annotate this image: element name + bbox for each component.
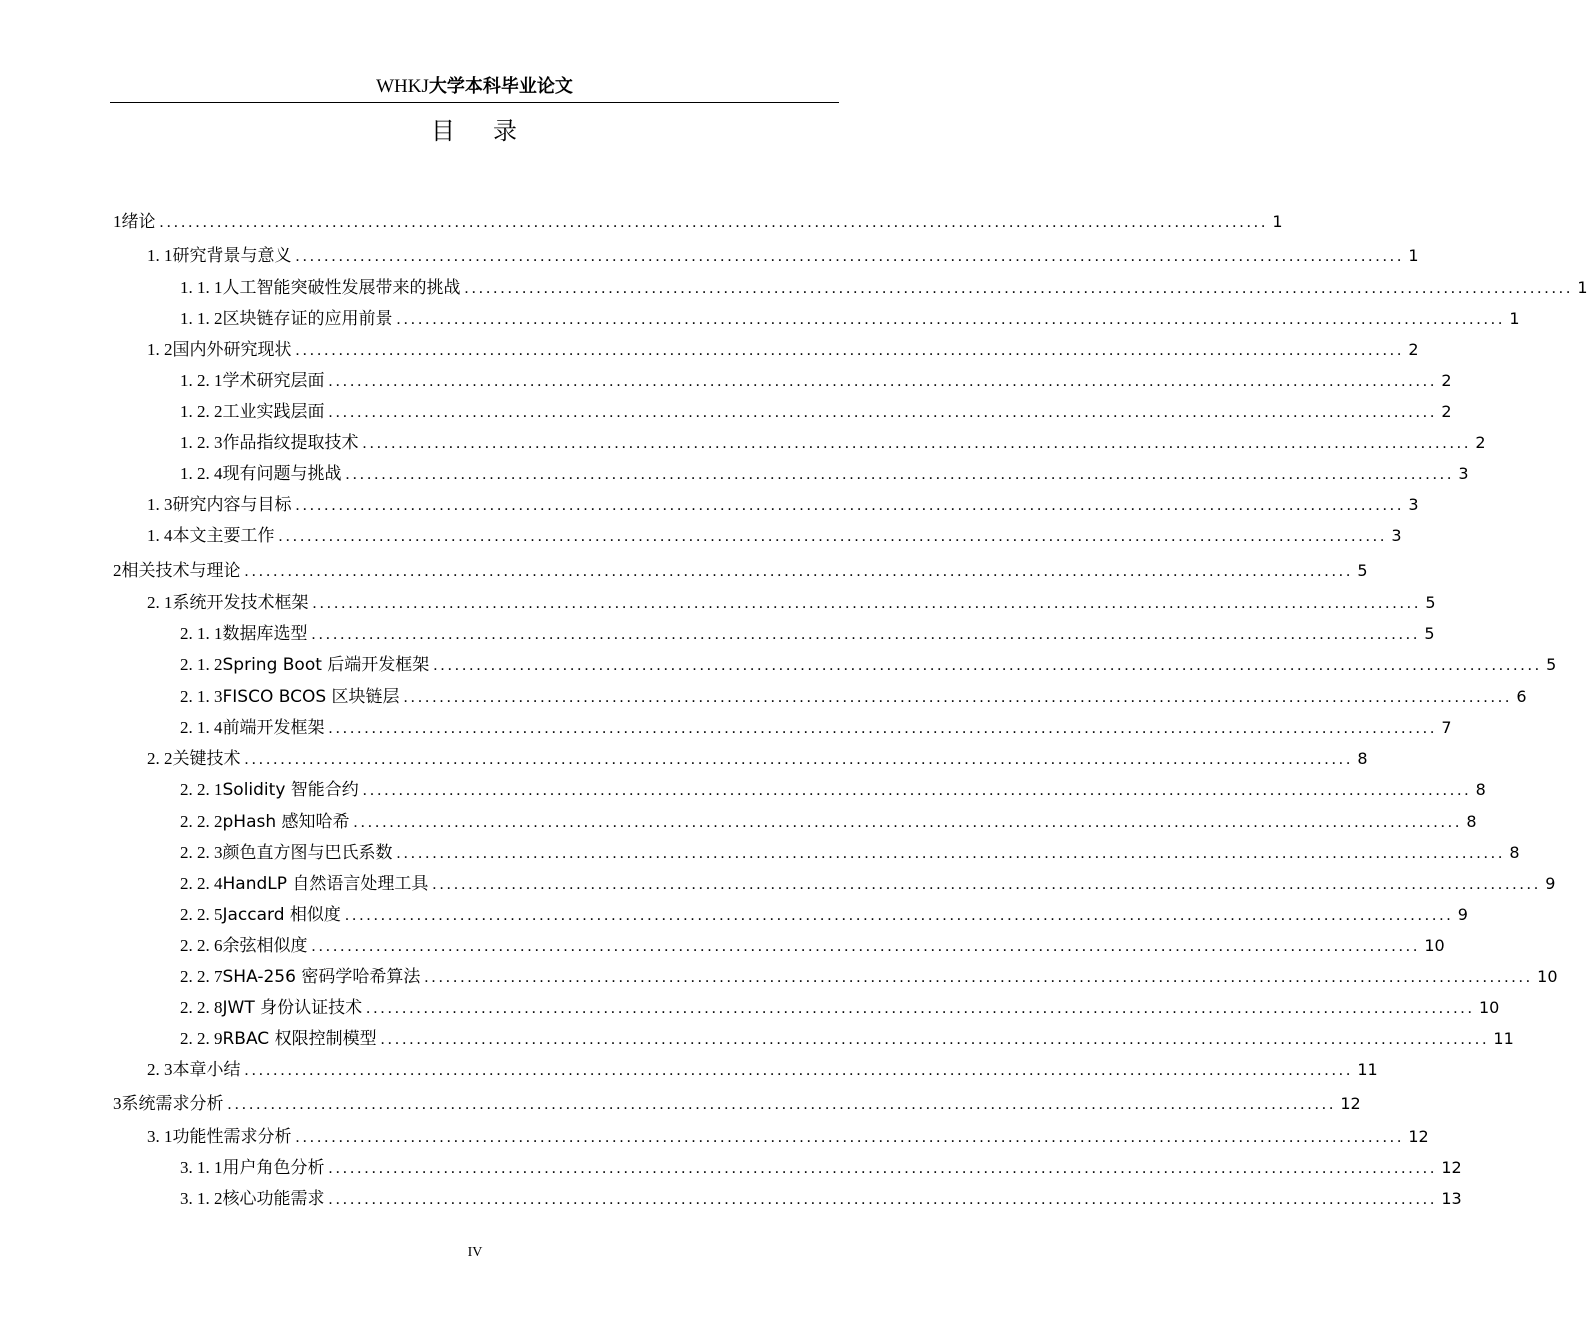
toc-entry-number: 2. 2. 9 bbox=[180, 1029, 223, 1048]
toc-entry[interactable] bbox=[180, 276, 1588, 300]
toc-leader-dots: .......................................................................................................................................................... bbox=[424, 969, 1534, 986]
toc-entry-title: 余弦相似度 bbox=[222, 936, 308, 956]
toc-entry-page: 11 bbox=[1493, 1029, 1514, 1048]
toc-entry-page: 10 bbox=[1478, 998, 1500, 1017]
toc-entry-page: 2 bbox=[1408, 340, 1419, 359]
toc-entry-title: 工业实践层面 bbox=[222, 402, 325, 422]
toc-entry-number: 2. 2. 8 bbox=[180, 998, 223, 1017]
toc-entry-title: 系统需求分析 bbox=[121, 1094, 224, 1114]
toc-entry-number: 2. 2 bbox=[147, 749, 173, 768]
toc-entry[interactable] bbox=[180, 810, 1477, 834]
header-latin: WHKJ bbox=[376, 76, 429, 97]
toc-leader-dots: .......................................................................................................................................................... bbox=[328, 1191, 1438, 1208]
toc-leader-dots: .......................................................................................................................................................... bbox=[227, 1096, 1337, 1113]
toc-leader-dots: .......................................................................................................................................................... bbox=[362, 435, 1472, 452]
toc-entry[interactable] bbox=[180, 369, 1452, 393]
toc-entry-title: 核心功能需求 bbox=[222, 1189, 325, 1209]
toc-entry-number: 1. 2. 2 bbox=[180, 402, 223, 421]
toc-leader-dots: .......................................................................................................................................................... bbox=[244, 563, 1354, 580]
toc-entry-page: 9 bbox=[1545, 874, 1556, 893]
toc-entry[interactable] bbox=[180, 1187, 1462, 1211]
toc-entry-title: 数据库选型 bbox=[222, 624, 308, 644]
toc-entry-number: 3 bbox=[113, 1094, 122, 1113]
toc-entry-number: 1. 1. 1 bbox=[180, 278, 223, 297]
toc-entry-title: 颜色直方图与巴氏系数 bbox=[222, 843, 393, 863]
toc-leader-dots: .......................................................................................................................................................... bbox=[433, 657, 1543, 674]
toc-leader-dots: .......................................................................................................................................................... bbox=[380, 1031, 1490, 1048]
toc-title-char-2: 录 bbox=[493, 117, 519, 145]
toc-leader-dots: .......................................................................................................................................................... bbox=[278, 528, 1388, 545]
toc-entry-number: 2. 2. 6 bbox=[180, 936, 223, 955]
toc-entry[interactable] bbox=[180, 1156, 1462, 1180]
header-cjk: 大学本科毕业论文 bbox=[428, 76, 573, 97]
toc-entry-number: 1. 2. 4 bbox=[180, 464, 223, 483]
toc-entry-title: 本文主要工作 bbox=[172, 526, 275, 546]
toc-entry-title: FISCO BCOS 区块链层 bbox=[222, 687, 400, 707]
toc-entry-title: Spring Boot 后端开发框架 bbox=[222, 655, 430, 675]
toc-entry-title: 关键技术 bbox=[172, 749, 241, 769]
toc-entry-title: Jaccard 相似度 bbox=[222, 905, 341, 925]
toc-entry-number: 1. 2 bbox=[147, 340, 173, 359]
toc-leader-dots: .......................................................................................................................................................... bbox=[362, 782, 1472, 799]
toc-entry-page: 5 bbox=[1425, 593, 1436, 612]
toc-entry[interactable] bbox=[113, 210, 1283, 234]
toc-entry-page: 3 bbox=[1458, 464, 1469, 483]
toc-entry-page: 1 bbox=[1577, 278, 1588, 297]
toc-entry-title: 系统开发技术框架 bbox=[172, 593, 309, 613]
toc-entry[interactable] bbox=[180, 934, 1445, 958]
toc-entry-number: 1. 1. 2 bbox=[180, 309, 223, 328]
toc-entry[interactable] bbox=[113, 1092, 1361, 1116]
toc-entry[interactable] bbox=[147, 1058, 1378, 1082]
toc-leader-dots: .......................................................................................................................................................... bbox=[295, 497, 1405, 514]
toc-leader-dots: .......................................................................................................................................................... bbox=[328, 720, 1438, 737]
toc-entry[interactable] bbox=[180, 872, 1556, 896]
toc-leader-dots: .......................................................................................................................................................... bbox=[432, 876, 1542, 893]
toc-entry-title: 区块链存证的应用前景 bbox=[222, 309, 393, 329]
toc-leader-dots: .......................................................................................................................................................... bbox=[344, 907, 1454, 924]
toc-entry-number: 2 bbox=[113, 561, 122, 580]
toc-entry-number: 2. 1 bbox=[147, 593, 173, 612]
page-number: IV bbox=[467, 1245, 483, 1260]
toc-leader-dots: .......................................................................................................................................................... bbox=[353, 814, 1463, 831]
toc-leader-dots: .......................................................................................................................................................... bbox=[464, 280, 1574, 297]
toc-entry[interactable] bbox=[180, 462, 1469, 486]
toc-leader-dots: .......................................................................................................................................................... bbox=[328, 373, 1438, 390]
toc-leader-dots: .......................................................................................................................................................... bbox=[311, 626, 1421, 643]
toc-entry-number: 1. 4 bbox=[147, 526, 173, 545]
toc-leader-dots: .......................................................................................................................................................... bbox=[396, 311, 1506, 328]
toc-entry[interactable] bbox=[147, 244, 1419, 268]
toc-entry-title: 作品指纹提取技术 bbox=[222, 433, 359, 453]
toc-entry-page: 10 bbox=[1537, 967, 1558, 986]
toc-entry-title: 国内外研究现状 bbox=[172, 340, 292, 360]
toc-entry-page: 9 bbox=[1457, 905, 1468, 924]
toc-entry-title: Solidity 智能合约 bbox=[222, 780, 359, 800]
toc-entry-title: 本章小结 bbox=[172, 1060, 241, 1080]
toc-entry[interactable] bbox=[180, 400, 1452, 424]
toc-entry-page: 5 bbox=[1424, 624, 1435, 643]
toc-entry-page: 3 bbox=[1408, 495, 1419, 514]
toc-entry-page: 8 bbox=[1475, 780, 1486, 799]
toc-entry-title: 相关技术与理论 bbox=[121, 561, 241, 581]
toc-entry-page: 1 bbox=[1509, 309, 1520, 328]
toc-entry-number: 2. 2. 1 bbox=[180, 780, 223, 799]
toc-entry-number: 1. 2. 3 bbox=[180, 433, 223, 452]
toc-entry-page: 2 bbox=[1441, 371, 1452, 390]
toc-entry[interactable] bbox=[180, 1027, 1514, 1051]
toc-entry-title: 学术研究层面 bbox=[222, 371, 325, 391]
toc-leader-dots: .......................................................................................................................................................... bbox=[244, 751, 1354, 768]
toc-entry-page: 1 bbox=[1408, 246, 1419, 265]
toc-entry-number: 2. 1. 1 bbox=[180, 624, 223, 643]
toc-leader-dots: .......................................................................................................................................................... bbox=[328, 1160, 1438, 1177]
toc-entry[interactable] bbox=[147, 1125, 1429, 1149]
toc-leader-dots: .......................................................................................................................................................... bbox=[295, 1129, 1405, 1146]
toc-entry-title: 研究内容与目标 bbox=[172, 495, 292, 515]
toc-entry-title: 现有问题与挑战 bbox=[222, 464, 342, 484]
toc-entry-page: 6 bbox=[1516, 687, 1527, 706]
toc-entry-number: 2. 2. 3 bbox=[180, 843, 223, 862]
toc-entry-number: 2. 1. 4 bbox=[180, 718, 223, 737]
toc-entry[interactable] bbox=[147, 493, 1419, 517]
toc-entry-number: 1. 1 bbox=[147, 246, 173, 265]
toc-entry[interactable] bbox=[180, 996, 1500, 1020]
toc-entry-page: 2 bbox=[1475, 433, 1486, 452]
toc-leader-dots: .......................................................................................................................................................... bbox=[312, 595, 1422, 612]
toc-entry-number: 1. 3 bbox=[147, 495, 173, 514]
toc-entry-page: 1 bbox=[1272, 212, 1283, 231]
toc-leader-dots: .......................................................................................................................................................... bbox=[403, 689, 1513, 706]
toc-entry[interactable] bbox=[147, 338, 1419, 362]
toc-entry[interactable] bbox=[147, 524, 1402, 548]
toc-entry[interactable] bbox=[180, 685, 1527, 709]
toc-entry-title: 功能性需求分析 bbox=[172, 1127, 292, 1147]
toc-entry[interactable] bbox=[113, 559, 1368, 583]
toc-entry-title: JWT 身份认证技术 bbox=[222, 998, 363, 1018]
toc-leader-dots: .......................................................................................................................................................... bbox=[311, 938, 1421, 955]
toc-leader-dots: .......................................................................................................................................................... bbox=[328, 404, 1438, 421]
toc-entry-page: 5 bbox=[1546, 655, 1557, 674]
toc-leader-dots: .......................................................................................................................................................... bbox=[295, 248, 1405, 265]
toc-entry-number: 2. 1. 3 bbox=[180, 687, 223, 706]
toc-leader-dots: .......................................................................................................................................................... bbox=[366, 1000, 1475, 1017]
toc-entry-number: 2. 2. 2 bbox=[180, 812, 223, 831]
toc-entry-page: 13 bbox=[1441, 1189, 1462, 1208]
toc-entry[interactable] bbox=[180, 903, 1468, 927]
toc-entry-page: 2 bbox=[1441, 402, 1452, 421]
toc-entry-number: 3. 1. 1 bbox=[180, 1158, 223, 1177]
toc-entry-title: 研究背景与意义 bbox=[172, 246, 292, 266]
toc-entry-title: 用户角色分析 bbox=[222, 1158, 325, 1178]
toc-entry-title: SHA-256 密码学哈希算法 bbox=[222, 967, 421, 987]
toc-entry-number: 2. 2. 5 bbox=[180, 905, 223, 924]
toc-entry[interactable] bbox=[180, 653, 1557, 677]
toc-entry-title: RBAC 权限控制模型 bbox=[222, 1029, 377, 1049]
toc-entry-number: 3. 1 bbox=[147, 1127, 173, 1146]
toc-entry-title: 人工智能突破性发展带来的挑战 bbox=[222, 278, 461, 298]
toc-entry-page: 8 bbox=[1466, 812, 1477, 831]
toc-entry-number: 2. 1. 2 bbox=[180, 655, 223, 674]
toc-entry[interactable] bbox=[180, 307, 1520, 331]
toc-entry[interactable] bbox=[180, 622, 1435, 646]
toc-entry[interactable] bbox=[180, 841, 1520, 865]
toc-entry-page: 8 bbox=[1509, 843, 1520, 862]
toc-entry-number: 3. 1. 2 bbox=[180, 1189, 223, 1208]
toc-title-char-1: 目 bbox=[431, 117, 457, 145]
toc-entry-title: pHash 感知哈希 bbox=[222, 812, 350, 832]
toc-entry[interactable] bbox=[180, 965, 1558, 989]
toc-entry-page: 11 bbox=[1357, 1060, 1378, 1079]
toc-entry-page: 5 bbox=[1357, 561, 1368, 580]
toc-entry[interactable] bbox=[147, 591, 1436, 615]
toc-entry-number: 1 bbox=[113, 212, 122, 231]
toc-entry[interactable] bbox=[180, 778, 1486, 802]
toc-entry-page: 7 bbox=[1441, 718, 1452, 737]
toc-entry-page: 10 bbox=[1424, 936, 1445, 955]
toc-entry-page: 8 bbox=[1357, 749, 1368, 768]
toc-leader-dots: .......................................................................................................................................................... bbox=[159, 214, 1269, 231]
toc-entry-title: 绪论 bbox=[121, 212, 156, 232]
toc-entry-title: 前端开发框架 bbox=[222, 718, 325, 738]
toc-entry-page: 12 bbox=[1408, 1127, 1429, 1146]
toc-entry-page: 3 bbox=[1391, 526, 1402, 545]
toc-entry-page: 12 bbox=[1441, 1158, 1462, 1177]
toc-entry[interactable] bbox=[180, 431, 1486, 455]
toc-entry-number: 2. 3 bbox=[147, 1060, 173, 1079]
toc-entry-title: HandLP 自然语言处理工具 bbox=[222, 874, 429, 894]
toc-leader-dots: .......................................................................................................................................................... bbox=[396, 845, 1506, 862]
toc-entry[interactable] bbox=[147, 747, 1368, 771]
toc-entry-number: 1. 2. 1 bbox=[180, 371, 223, 390]
toc-leader-dots: .......................................................................................................................................................... bbox=[345, 466, 1455, 483]
toc-leader-dots: .......................................................................................................................................................... bbox=[295, 342, 1405, 359]
toc-entry[interactable] bbox=[180, 716, 1452, 740]
toc-leader-dots: .......................................................................................................................................................... bbox=[244, 1062, 1354, 1079]
toc-entry-number: 2. 2. 4 bbox=[180, 874, 223, 893]
toc-entry-page: 12 bbox=[1340, 1094, 1361, 1113]
toc-entry-number: 2. 2. 7 bbox=[180, 967, 223, 986]
